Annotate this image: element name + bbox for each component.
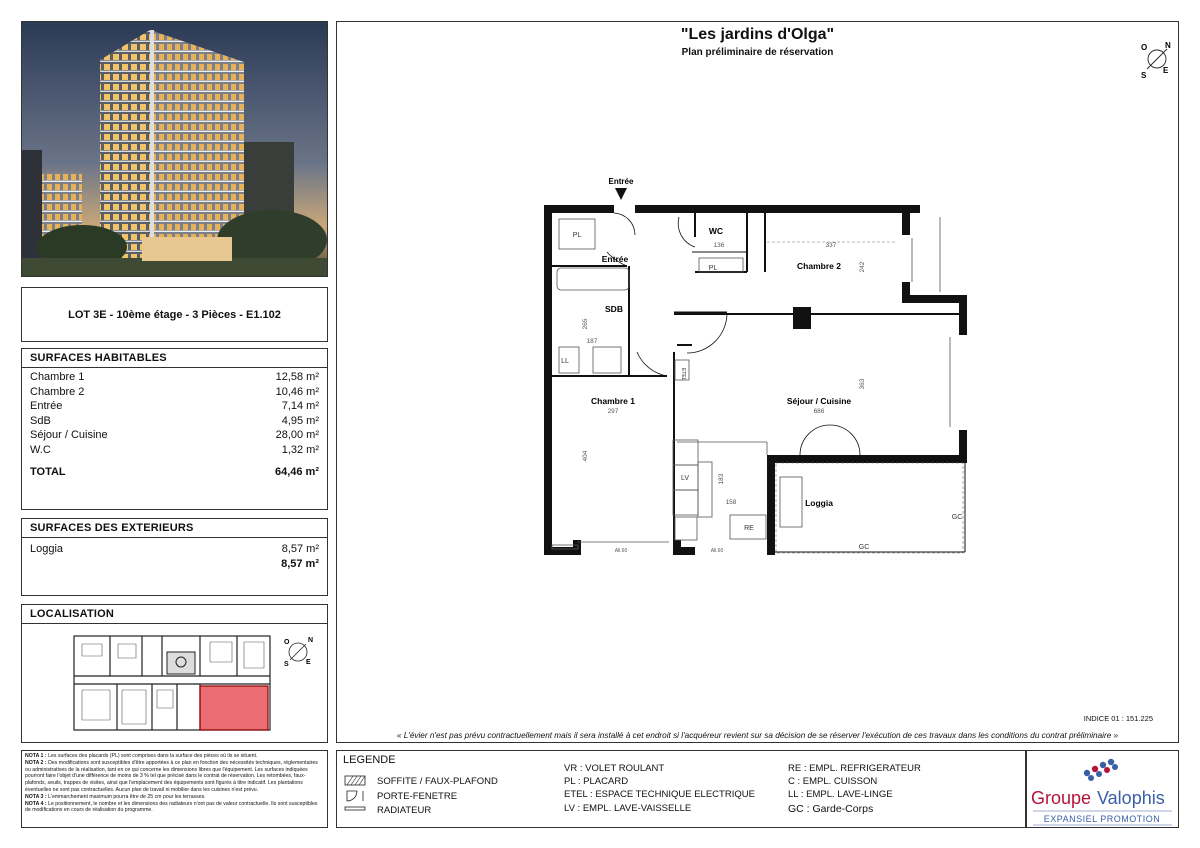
- note-3: [25, 794, 324, 801]
- valophis-logo: [1027, 751, 1178, 827]
- compass-icon: [284, 637, 313, 668]
- mark-garde-corps: GC: [858, 544, 870, 551]
- dimension-label: 183: [718, 473, 725, 485]
- dimension-label: 265: [582, 318, 589, 330]
- note-4: [25, 801, 324, 815]
- surface-row: [22, 428, 327, 443]
- location-keyplan: [22, 624, 327, 739]
- surface-label: Chambre 1: [30, 371, 85, 383]
- surface-row: [22, 399, 327, 414]
- compass-e: E: [1163, 66, 1169, 75]
- surface-total-value: 64,46 m²: [274, 466, 319, 478]
- surface-label: W.C: [30, 443, 51, 456]
- surface-row: [22, 414, 327, 429]
- legend-soffite: SOFFITE / FAUX-PLAFOND: [377, 776, 498, 787]
- exterior-label: Loggia: [30, 543, 64, 555]
- dimension-label: 136: [713, 242, 725, 249]
- plan-disclaimer: « L'évier n'est pas prévu contractuellement mais il sera installé à cet endroit si l'acquéreur revient sur sa décision de se réserver l'exécution de ces travaux dans les conditions du contrat préliminaire »: [396, 731, 1119, 740]
- dimension-label: 363: [859, 378, 866, 390]
- surface-total-label: TOTAL: [30, 466, 66, 478]
- legend-etel: ETEL : ESPACE TECHNIQUE ELECTRIQUE: [564, 789, 755, 800]
- note-key: NOTA 4 :: [25, 800, 47, 807]
- dimension-label: 686: [813, 408, 825, 415]
- room-entree: Entrée: [601, 254, 629, 264]
- plan-subtitle: Plan préliminaire de réservation: [681, 47, 834, 58]
- legend-pl: PL : PLACARD: [564, 776, 629, 787]
- floor-plan-drawing: [337, 22, 1180, 712]
- dimension-label: 337: [825, 242, 837, 249]
- room-chambre-2: Chambre 2: [797, 261, 841, 271]
- valophis-dots-icon: [1084, 759, 1118, 781]
- mark-placard: PL: [708, 265, 718, 272]
- dimension-label: 242: [859, 261, 866, 273]
- compass-o: O: [1141, 43, 1148, 52]
- note-text: L'emmarchement maximum pourra être de 25 cm pour les terrasses.: [48, 793, 206, 800]
- note-2: [25, 760, 324, 794]
- brand-name-a: Groupe: [1031, 788, 1092, 808]
- room-chambre-1: Chambre 1: [591, 396, 635, 406]
- legend-re: RE : EMPL. REFRIGERATEUR: [788, 763, 921, 774]
- surface-total-row: [22, 465, 327, 480]
- plan-title: "Les jardins d'Olga": [680, 26, 835, 43]
- localisation-heading: LOCALISATION: [22, 605, 327, 624]
- legend-porte-fenetre: PORTE-FENETRE: [377, 791, 458, 802]
- surface-row: [22, 370, 327, 385]
- dimension-label: 404: [582, 450, 589, 462]
- compass-e: E: [306, 659, 311, 666]
- surface-label: SdB: [30, 414, 51, 427]
- plan-indice: INDICE 01 : 151.225: [1083, 714, 1153, 723]
- compass-n: N: [308, 637, 314, 644]
- compass-icon: [1141, 41, 1171, 80]
- surfaces-exterieurs-panel: [21, 518, 328, 596]
- surface-label: Chambre 2: [30, 385, 85, 398]
- room-sdb: SDB: [605, 304, 623, 314]
- exterior-row: [22, 542, 327, 557]
- brand-logo-panel: [1026, 750, 1179, 828]
- room-sejour-cuisine: Séjour / Cuisine: [786, 396, 852, 406]
- legend-vr: VR : VOLET ROULANT: [564, 763, 665, 774]
- mark-lave-linge: LL: [561, 358, 569, 365]
- window-label: All.60: [614, 548, 628, 554]
- entrance-label: Entrée: [608, 177, 634, 186]
- floor-plan-panel: [336, 21, 1179, 743]
- surface-value: 12,58 m²: [275, 371, 319, 383]
- lot-title: [21, 287, 328, 342]
- mark-etel: ETEL: [680, 368, 686, 381]
- brand-name-b: Valophis: [1097, 788, 1165, 808]
- note-text: Le positionnement, le nombre et les dimensions des radiateurs n'ont pas de valeur contractuelle. Ils sont susceptibles de modifications en cours de réalisation du programme.: [25, 800, 318, 814]
- legend-radiateur: RADIATEUR: [377, 805, 432, 816]
- entrance-arrow-icon: [615, 188, 627, 200]
- mark-garde-corps: GC: [951, 514, 963, 521]
- soffite-hatch-icon: [345, 776, 365, 785]
- brand-tagline: EXPANSIEL PROMOTION: [1043, 814, 1161, 824]
- surfaces-exterieurs-heading: SURFACES DES EXTERIEURS: [22, 519, 327, 538]
- legend-gc: GC : Garde-Corps: [788, 803, 874, 815]
- surface-label: Entrée: [30, 400, 63, 412]
- legend-ll: LL : EMPL. LAVE-LINGE: [788, 789, 893, 800]
- surface-value: 1,32 m²: [281, 443, 319, 456]
- mark-lave-vaisselle: LV: [680, 475, 690, 482]
- dimension-label: 297: [607, 408, 619, 415]
- compass-o: O: [284, 639, 290, 646]
- porte-fenetre-icon: [347, 791, 363, 801]
- surface-label: Séjour / Cuisine: [30, 429, 108, 441]
- exterior-value: 8,57 m²: [281, 543, 319, 555]
- surface-value: 28,00 m²: [275, 429, 319, 441]
- surfaces-habitables-heading: SURFACES HABITABLES: [22, 349, 327, 368]
- exterior-total-row: [22, 557, 327, 572]
- surface-row: [22, 443, 327, 458]
- note-1: [25, 753, 324, 760]
- compass-s: S: [1141, 71, 1147, 80]
- localisation-panel: [21, 604, 328, 743]
- radiator-icon: [345, 807, 365, 810]
- surface-row: [22, 385, 327, 400]
- lot-title-text: LOT 3E - 10ème étage - 3 Pièces - E1.102: [68, 308, 281, 321]
- note-key: NOTA 1 :: [25, 753, 47, 759]
- building-rendering-image: [21, 21, 328, 277]
- note-key: NOTA 3 :: [25, 793, 47, 800]
- surfaces-habitables-panel: [21, 348, 328, 510]
- legend-panel: [336, 750, 1026, 828]
- surface-value: 4,95 m²: [281, 414, 319, 427]
- dimension-label: 158: [725, 499, 737, 506]
- note-text: Des modifications sont susceptibles d'être apportées à ce plan en fonction des nécessités techniques, réglementaires ou administratives de la réalisation, tant en ce qui concerne les dimensions libres que l'équipement. Les surfaces indiquées pourront faire l'objet d'une différence de moins de 3 % tel que précisé dans le contrat de réservation. Les retombées, faux-plafonds, seuils, trappes de visites, ainsi que l'emplacement des équipements sont figurés à titre indicatif. Les plantations éventuelles ne sont pas contractuelles. Aucun plan de travail ni mobilier dans les cuisines n'est prévu.: [25, 759, 318, 793]
- note-text: Les surfaces des placards (PL) sont comprises dans la surface des pièces où ils se situent.: [48, 753, 258, 759]
- note-key: NOTA 2 :: [25, 759, 47, 766]
- door-swings: [607, 213, 860, 455]
- room-loggia: Loggia: [805, 498, 833, 508]
- compass-s: S: [284, 661, 289, 668]
- dimension-label: 187: [586, 338, 598, 345]
- surface-value: 7,14 m²: [281, 400, 319, 412]
- compass-n: N: [1165, 41, 1171, 50]
- room-wc: WC: [708, 226, 724, 236]
- exterior-total-value: 8,57 m²: [281, 557, 319, 570]
- legend-c: C : EMPL. CUISSON: [788, 776, 878, 787]
- legend-heading: LEGENDE: [343, 754, 396, 766]
- mark-refrigerateur: RE: [744, 525, 754, 532]
- surface-value: 10,46 m²: [275, 385, 319, 398]
- mark-placard: PL: [572, 232, 582, 239]
- notes-panel: [21, 750, 328, 828]
- window-label: All.60: [710, 548, 724, 554]
- legend-lv: LV : EMPL. LAVE-VAISSELLE: [564, 803, 692, 814]
